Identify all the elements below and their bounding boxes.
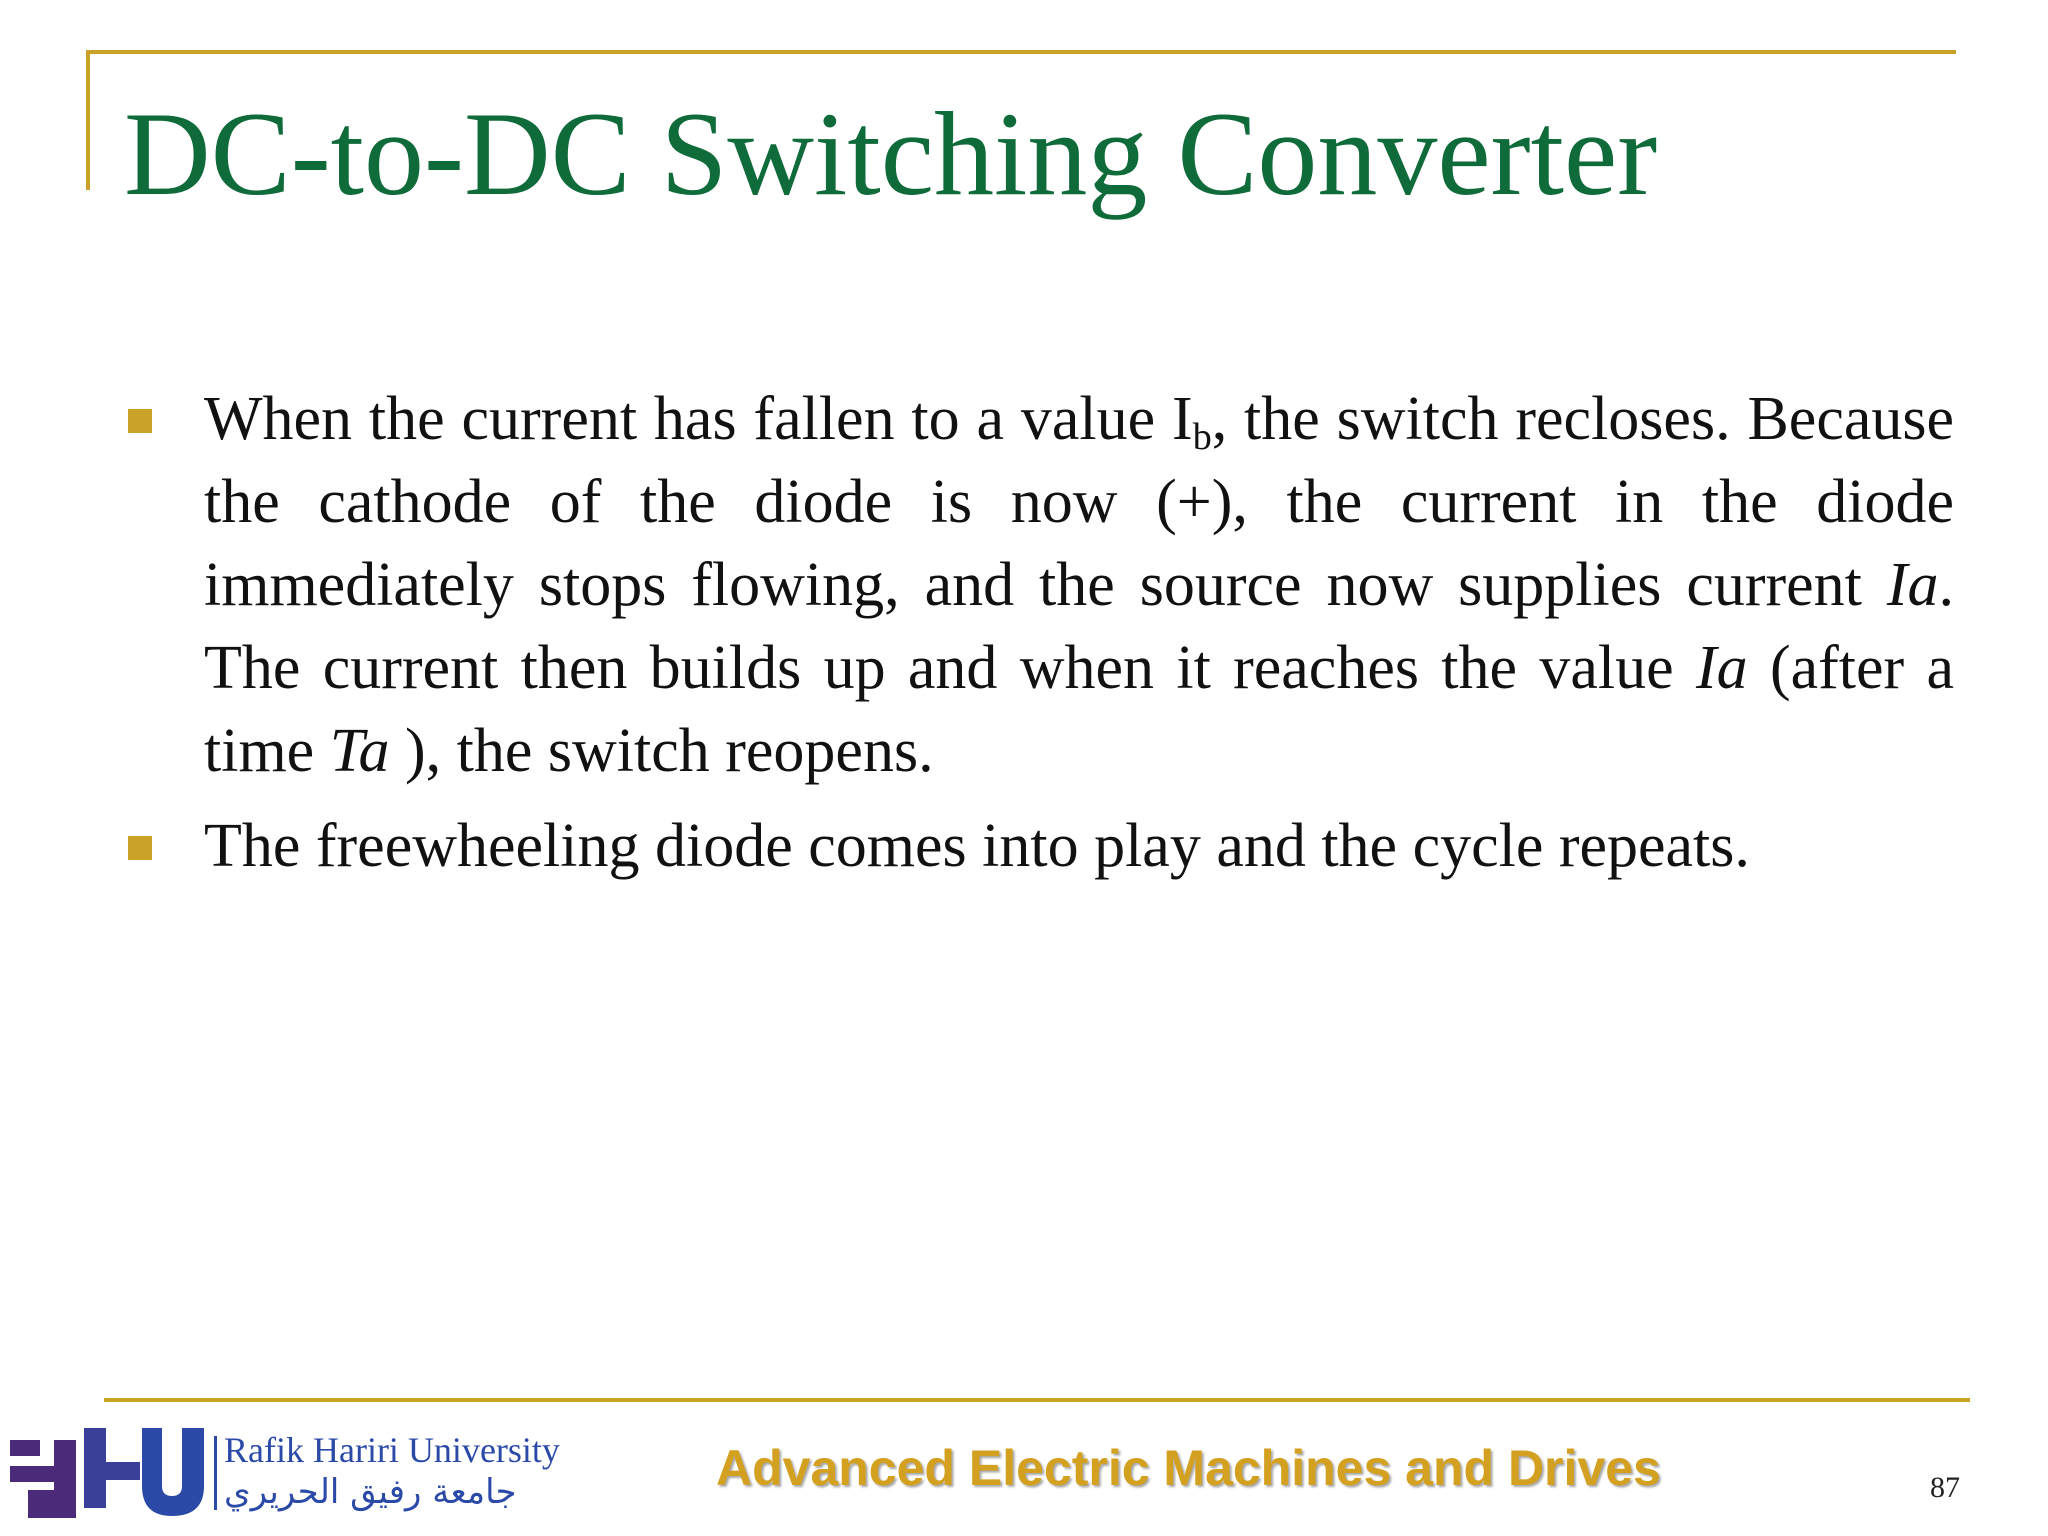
- university-name-en: Rafik Hariri University: [224, 1430, 560, 1470]
- university-name-ar: جامعة رفيق الحريري: [224, 1472, 517, 1512]
- bullet-text-segment: (after a time: [204, 634, 1954, 785]
- bullet-text-segment: , the switch recloses. Because the cathode of the diode is now (+), the current in the diode immediately stops flowing, and the source now supplies current: [204, 385, 1954, 619]
- bullet-text-segment: Ia: [1695, 634, 1748, 702]
- course-title: Advanced Electric Machines and Drives: [716, 1440, 1661, 1496]
- bullet-text-segment: Ta: [329, 717, 390, 785]
- bullet-square-icon: [128, 836, 152, 860]
- bullet-square-icon: [128, 409, 152, 433]
- slide-title: DC-to-DC Switching Converter: [124, 87, 1658, 220]
- rhu-logo-icon: [10, 1428, 206, 1518]
- bullet-text-segment: ), the switch reopens.: [389, 717, 934, 785]
- bullet-list: [124, 378, 1954, 900]
- bullet-text-segment: . The current then builds up and when it reaches the value: [204, 551, 1954, 702]
- bullet-text-segment: The freewheeling diode comes into play and the cycle repeats.: [204, 812, 1750, 880]
- footer-divider: [104, 1398, 1970, 1402]
- bullet-text-segment: Ia: [1886, 551, 1939, 619]
- bullet-text-segment: b: [1192, 416, 1212, 458]
- left-divider: [86, 50, 90, 190]
- bullet-item: [124, 378, 1954, 793]
- bullet-item: [124, 805, 1954, 888]
- logo-divider: [214, 1436, 217, 1510]
- university-logo: [10, 1428, 570, 1518]
- page-number: 87: [1930, 1471, 1960, 1504]
- bullet-text-segment: When the current has fallen to a value I: [204, 385, 1193, 453]
- top-divider: [86, 50, 1956, 54]
